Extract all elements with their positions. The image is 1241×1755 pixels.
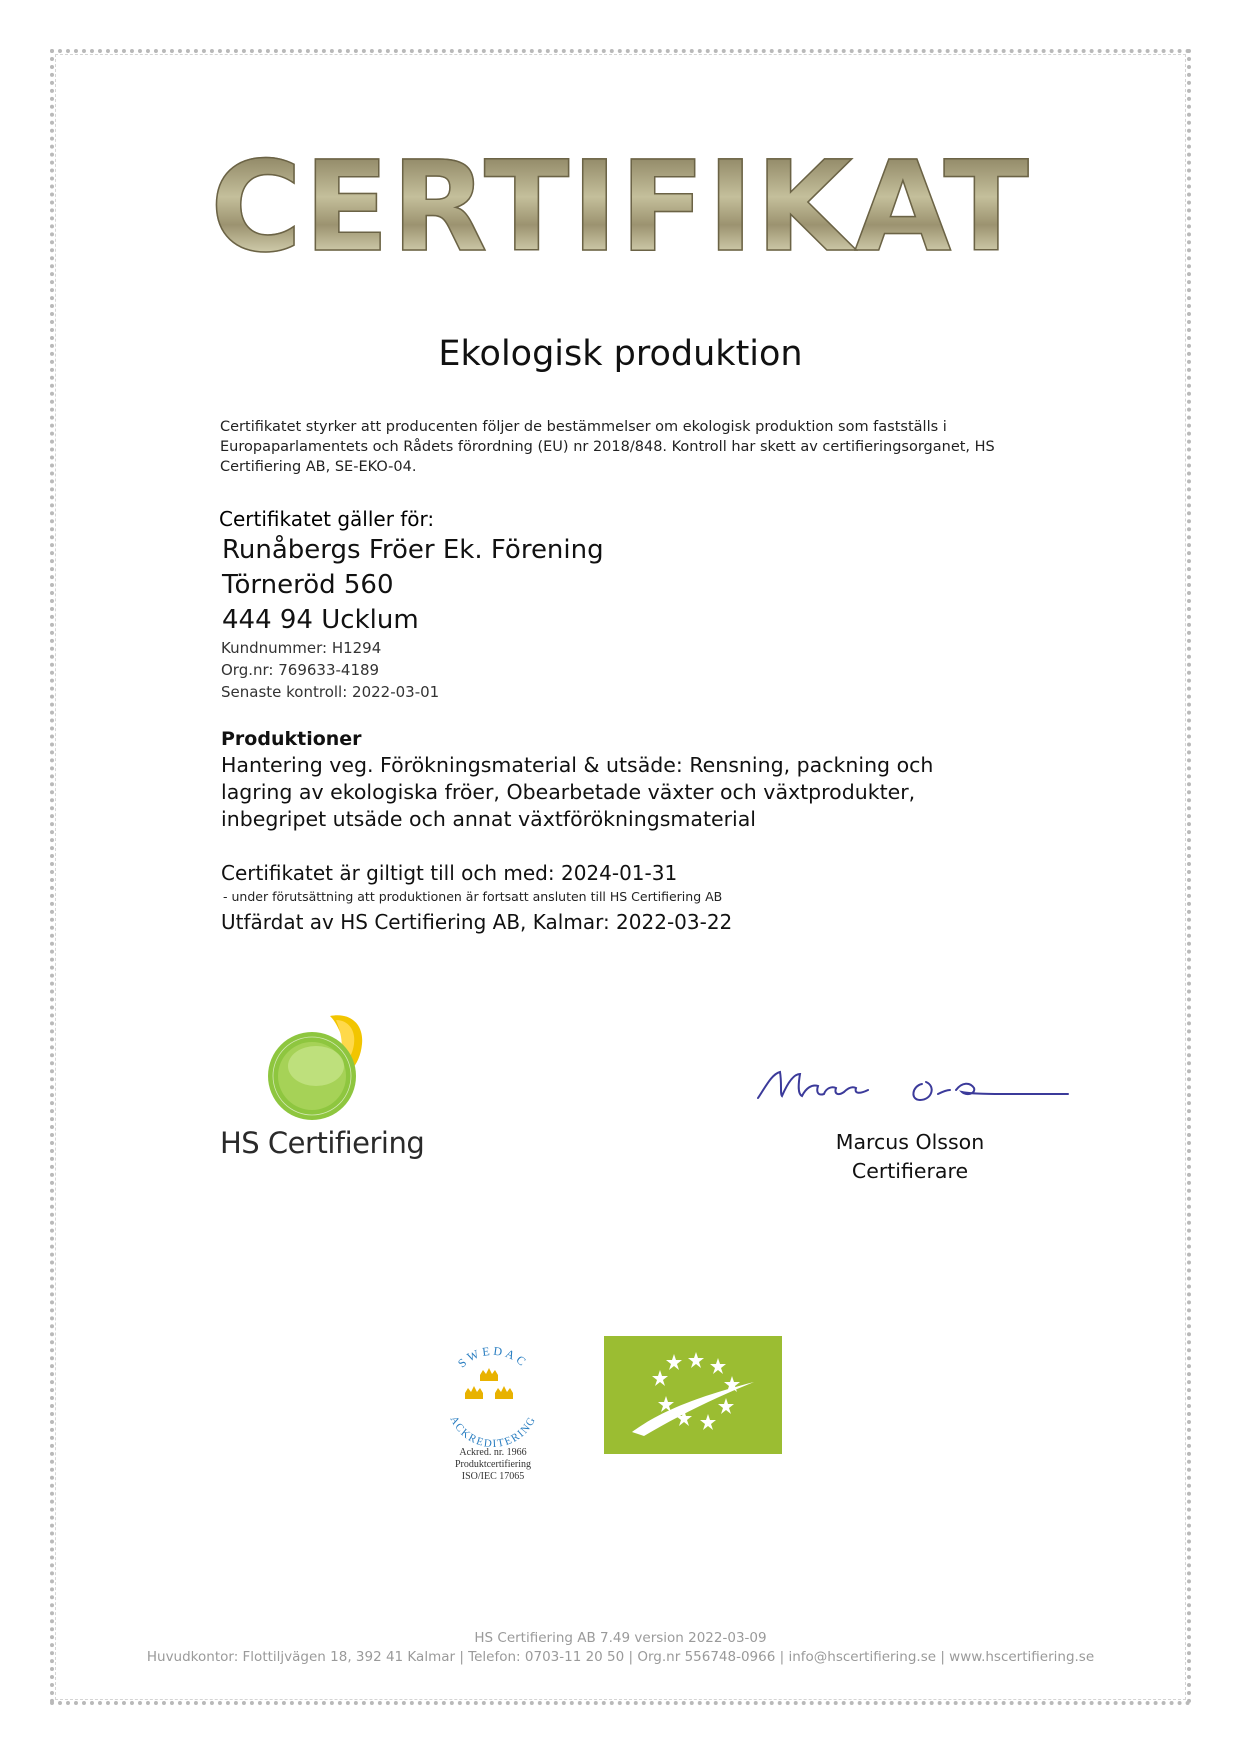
signatory-name: Marcus Olsson: [835, 1130, 985, 1154]
customer-number: Kundnummer: H1294: [221, 639, 382, 657]
svg-text:ISO/IEC 17065: ISO/IEC 17065: [461, 1471, 525, 1482]
last-inspection: Senaste kontroll: 2022-03-01: [221, 683, 440, 701]
eu-organic-leaf-icon: [604, 1336, 782, 1454]
footer-version: HS Certifiering AB 7.49 version 2022-03-09: [474, 1630, 767, 1646]
signature-image: [752, 1060, 1072, 1112]
svg-text:Ackred. nr. 1966: Ackred. nr. 1966: [459, 1447, 527, 1458]
validity-condition: - under förutsättning att produktionen är fortsatt ansluten till HS Certifiering AB: [223, 889, 723, 904]
signatory-role: Certifierare: [851, 1159, 969, 1183]
svg-text:SWEDAC: SWEDAC: [455, 1343, 531, 1371]
footer-contact: Huvudkontor: Flottiljvägen 18, 392 41 Kalmar | Telefon: 0703-11 20 50 | Org.nr 556748-0966 | info@hscertifiering.se | www.hscertifiering.se: [146, 1649, 1095, 1665]
intro-paragraph: Certifikatet styrker att producenten följer de bestämmelser om ekologisk produktion som fastställs i Europaparlamentets och Rådets förordning (EU) nr 2018/848. Kontroll har skett av certifieringsorganet, HS Certifiering AB, SE-EKO-04.: [220, 419, 995, 475]
holder-name: Runåbergs Fröer Ek. Förening: [222, 535, 604, 565]
holder-label: Certifikatet gäller för:: [219, 507, 435, 531]
svg-text:ACKREDITERING: ACKREDITERING: [447, 1414, 539, 1451]
org-number: Org.nr: 769633-4189: [221, 661, 380, 679]
productions-text: Hantering veg. Förökningsmaterial & utsäde: Rensning, packning och lagring av ekologiska fröer, Obearbetade växter och växtprodukter, inbegripet utsäde och annat växtförökningsmaterial: [221, 753, 934, 831]
certificate-subtitle: Ekologisk produktion: [438, 334, 803, 374]
productions-heading: Produktioner: [221, 728, 362, 750]
svg-text:Produktcertifiering: Produktcertifiering: [454, 1459, 532, 1470]
valid-until: Certifikatet är giltigt till och med: 2024-01-31: [221, 861, 678, 885]
hs-certifiering-wordmark: HS Certifiering: [220, 1126, 425, 1160]
holder-street: Törneröd 560: [222, 570, 394, 600]
swedac-accreditation-icon: [433, 1335, 553, 1485]
certificate-title: CERTIFIKAT: [0, 138, 1241, 278]
holder-city: 444 94 Ucklum: [222, 605, 419, 635]
hs-certifiering-logo-icon: [266, 1014, 378, 1124]
issued-statement: Utfärdat av HS Certifiering AB, Kalmar: 2022-03-22: [221, 910, 733, 934]
